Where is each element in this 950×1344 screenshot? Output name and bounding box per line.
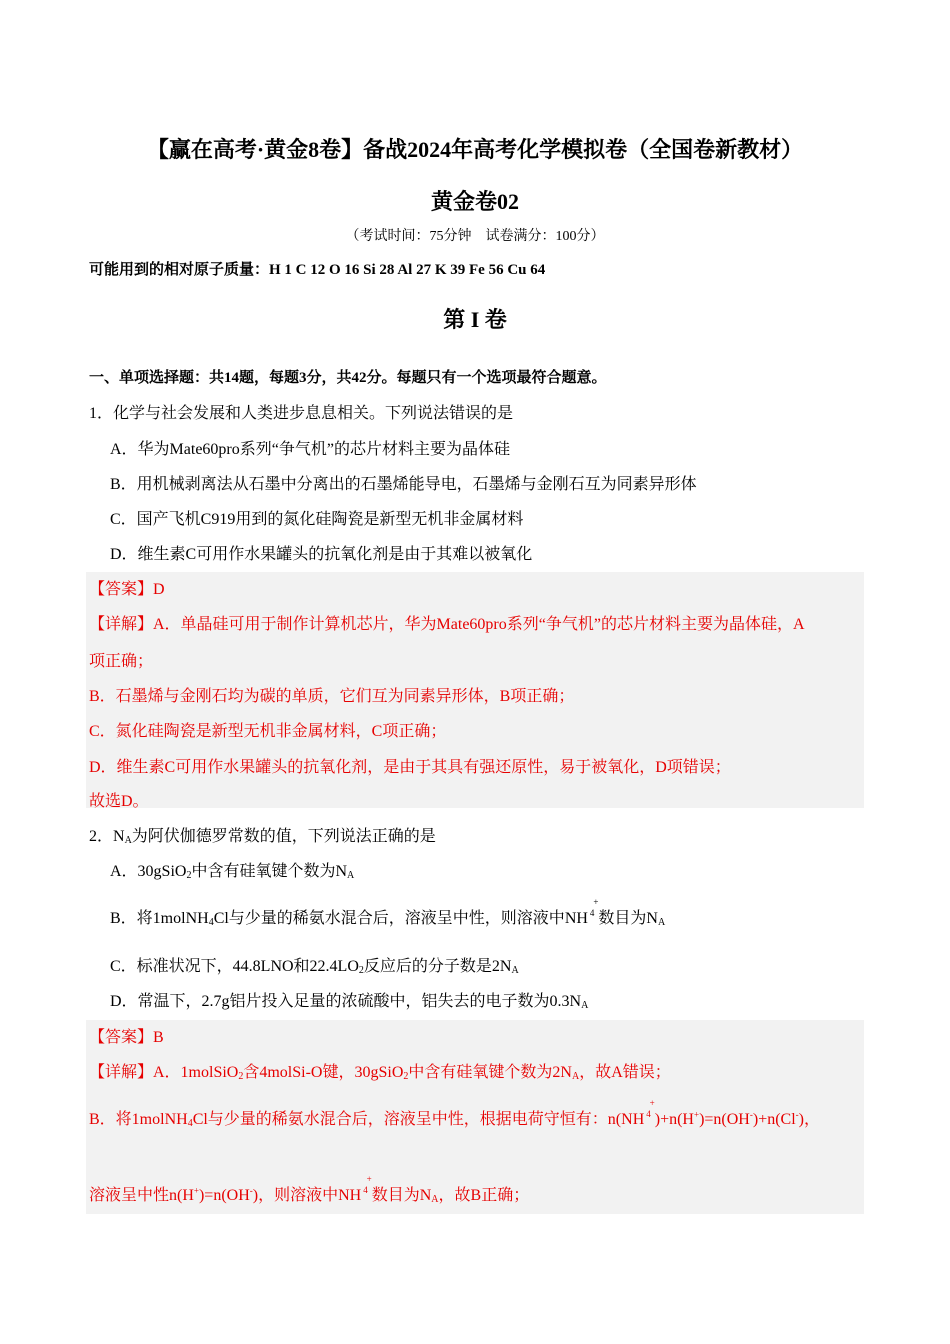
q2-option-a: A．30gSiO$_2$中含有硅氧键个数为$N_A$ [110, 863, 355, 881]
q2-option-c: C．标准状况下，44.8LNO和$22.4LO_2$反应后的分子数是$2N_A$ [110, 958, 519, 976]
q1-answer: 【答案】D [89, 581, 165, 598]
q2-option-d: D．常温下，2.7g铝片投入足量的浓硫酸中，铝失去的电子数为$0.3N_A$ [110, 993, 589, 1011]
q1-detail-line: B．石墨烯与金刚石均为碳的单质，它们互为同素异形体，B项正确； [89, 688, 575, 705]
q1-stem: 1．化学与社会发展和人类进步息息相关。下列说法错误的是 [89, 405, 514, 422]
q1-option-b: B．用机械剥离法从石墨中分离出的石墨烯能导电，石墨烯与金刚石互为同素异形体 [110, 476, 697, 493]
q2-stem: 2．$N_A$为阿伏伽德罗常数的值，下列说法正确的是 [89, 828, 436, 846]
q2-detail-line: 溶液呈中性n(H+)=n(OH-)，则溶液中NH $^4$ + 数目为$N_A$，故B正确； [89, 1174, 530, 1205]
q1-detail-line: 故选D。 [89, 793, 149, 810]
section-heading: 一、单项选择题：共14题，每题3分，共42分。每题只有一个选项最符合题意。 [89, 370, 607, 386]
q2-detail-line: B．将1molNH$_4$Cl与少量的稀氨水混合后，溶液呈中性，根据电荷守恒有：n(NH $^4$ + )+n(H+)=n(OH-)+n(Cl-)， [89, 1098, 820, 1129]
q1-detail-line: 【详解】A．单晶硅可用于制作计算机芯片，华为Mate60pro系列“争气机”的芯片材料主要为晶体硅，A [89, 616, 805, 633]
q1-detail-line: 项正确； [89, 653, 154, 670]
q2-detail-line: 【详解】A．1molSiO$_2$含4molSi-O键，30gSiO$_2$中含有硅氧键个数为$2N_A$，故A错误； [89, 1064, 671, 1082]
q1-detail-line: C．氮化硅陶瓷是新型无机非金属材料，C项正确； [89, 723, 447, 740]
q1-option-a: A．华为Mate60pro系列“争气机”的芯片材料主要为晶体硅 [110, 441, 510, 458]
exam-title: 【赢在高考·黄金8卷】备战2024年高考化学模拟卷（全国卷新教材） [146, 137, 804, 162]
q2-option-b: B．将1molNH$_4$Cl与少量的稀氨水混合后，溶液呈中性，则溶液中NH $^4$ + 数目为$N_A$ [110, 897, 666, 928]
q2-answer: 【答案】B [89, 1029, 164, 1046]
q1-detail-line: D．维生素C可用作水果罐头的抗氧化剂，是由于其具有强还原性，易于被氧化，D项错误； [89, 759, 731, 776]
exam-subtitle: 黄金卷02 [430, 189, 519, 214]
exam-info: （考试时间：75分钟 试卷满分：100分） [345, 229, 605, 244]
q1-option-d: D．维生素C可用作水果罐头的抗氧化剂是由于其难以被氧化 [110, 546, 533, 563]
volume-heading: 第 I 卷 [443, 307, 507, 332]
q1-option-c: C．国产飞机C919用到的氮化硅陶瓷是新型无机非金属材料 [110, 511, 524, 528]
atomic-masses: 可能用到的相对原子质量：H 1 C 12 O 16 Si 28 Al 27 K 39 Fe 56 Cu 64 [89, 262, 546, 278]
